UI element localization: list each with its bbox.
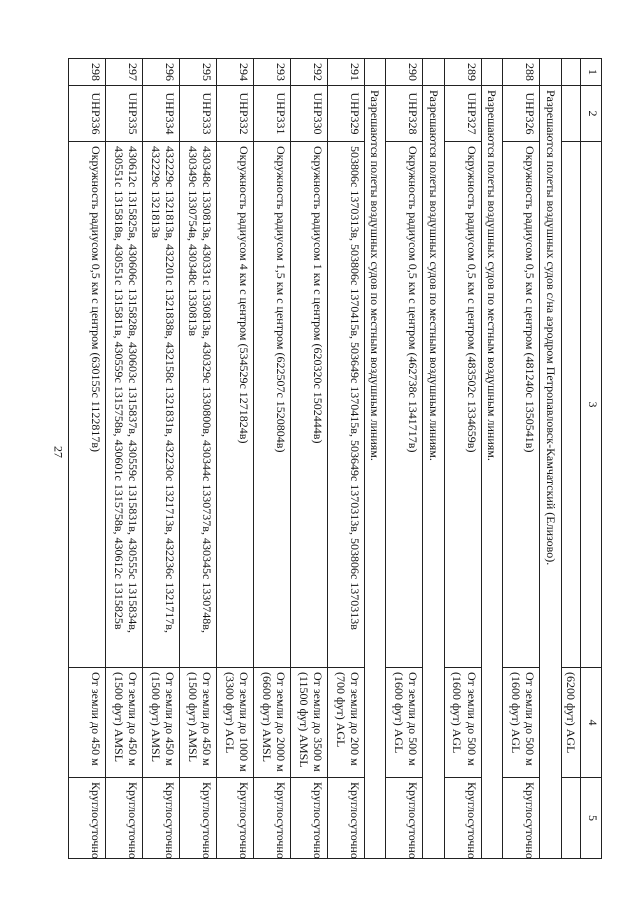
row-number: 293 <box>254 59 291 86</box>
zone-time: Круглосуточно <box>386 778 423 859</box>
zone-time: Круглосуточно <box>106 778 143 859</box>
zone-height: От земли до 500 м (1600 фут) AGL <box>386 668 423 778</box>
zone-description: Окружность радиусом 0,5 км с центром (630155с 1122817в) <box>69 142 106 668</box>
zone-code: UHP335 <box>106 86 143 142</box>
zone-height: От земли до 2000 м (6600 фут) AMSL <box>254 668 291 778</box>
zone-description: 503806с 1370313в, 503806с 1370415в, 503649с 1370415в, 503649с 1370313в, 503806с 1370313в <box>328 142 365 668</box>
zone-code: UHP336 <box>69 86 106 142</box>
zone-code: UHP327 <box>444 86 481 142</box>
zone-description: Окружность радиусом 4 км с центром (534529с 1271824в) <box>217 142 254 668</box>
section-text: Разрешаются полеты воздушных судов по местным воздушным линиям. <box>423 86 444 859</box>
zone-time: Круглосуточно <box>328 778 365 859</box>
table-row <box>386 59 423 859</box>
zone-code: UHP328 <box>386 86 423 142</box>
zone-height: От земли до 200 м (700 фут) AGL <box>328 668 365 778</box>
row-number: 292 <box>291 59 328 86</box>
column-header: 5 <box>581 778 602 859</box>
table-row <box>444 59 481 859</box>
table-row <box>69 59 106 859</box>
row-number: 289 <box>444 59 481 86</box>
zone-height: От земли до 500 м (1600 фут) AGL <box>503 668 540 778</box>
zone-time: Круглосуточно <box>143 778 180 859</box>
section-text: Разрешаются полеты воздушных судов по местным воздушным линиям. <box>481 86 502 859</box>
zone-description: Окружность радиусом 0,5 км с центром (483502с 1334659в) <box>444 142 481 668</box>
zone-code: UHP326 <box>503 86 540 142</box>
rotated-document <box>89 58 602 859</box>
zone-time: Круглосуточно <box>69 778 106 859</box>
table-row <box>143 59 180 859</box>
zone-description: Окружность радиусом 1,5 км с центром (622507с 1520804в) <box>254 142 291 668</box>
table-row <box>503 59 540 859</box>
zone-height: От земли до 450 м (1500 фут) AMSL <box>180 668 217 778</box>
zone-time: Круглосуточно <box>180 778 217 859</box>
column-header: 3 <box>581 142 602 668</box>
zone-description: 432229с 1321813в, 432201с 1321838в, 432158с 1321831в, 432230с 1321713в, 432236с 1321717в, 432229с 1321813в <box>143 142 180 668</box>
table-row <box>254 59 291 859</box>
zone-height: От земли до 450 м (1500 фут) AMSL <box>106 668 143 778</box>
zone-code: UHP334 <box>143 86 180 142</box>
restricted-areas-table <box>68 58 602 859</box>
zone-description: Окружность радиусом 0,5 км с центром (462738с 1341717в) <box>386 142 423 668</box>
section-text: Разрешаются полеты воздушных судов с/на аэродром Петропавловск-Камчатский (Елизово). <box>540 86 561 859</box>
section-row <box>481 59 502 859</box>
zone-time: Круглосуточно <box>444 778 481 859</box>
zone-code: UHP329 <box>328 86 365 142</box>
section-text: Разрешаются полеты воздушных судов по местным воздушным линиям. <box>365 86 386 859</box>
zone-height: От земли до 500 м (1600 фут) AGL <box>444 668 481 778</box>
row-number: 297 <box>106 59 143 86</box>
zone-time: Круглосуточно <box>254 778 291 859</box>
header-row <box>581 59 602 859</box>
row-number: 291 <box>328 59 365 86</box>
section-row <box>365 59 386 859</box>
zone-height: От земли до 450 м (1500 фут) AMSL <box>143 668 180 778</box>
zone-height: От земли до 1000 м (3300 фут) AGL <box>217 668 254 778</box>
zone-time: Круглосуточно <box>291 778 328 859</box>
column-header: 4 <box>581 668 602 778</box>
zone-height: От земли до 3500 м (11500 фут) AMSL <box>291 668 328 778</box>
zone-description: 430348с 1330813в, 430331с 1330813в, 430329с 1330800в, 430344с 1330737в, 430345с 1330748в, 430349с 1330754в, 430348с 1330813в <box>180 142 217 668</box>
section-row <box>540 59 561 859</box>
row-number: 290 <box>386 59 423 86</box>
row-number: 288 <box>503 59 540 86</box>
table-row <box>328 59 365 859</box>
section-row <box>423 59 444 859</box>
zone-description: Окружность радиусом 0,5 км с центром (481240с 1350541в) <box>503 142 540 668</box>
table-row <box>291 59 328 859</box>
table-row <box>217 59 254 859</box>
row-number: 295 <box>180 59 217 86</box>
continuation-cell: (6200 фут) AGL <box>561 668 580 778</box>
column-header: 1 <box>581 59 602 86</box>
column-header: 2 <box>581 86 602 142</box>
zone-height: От земли до 450 м <box>69 668 106 778</box>
zone-time: Круглосуточно <box>217 778 254 859</box>
row-number: 298 <box>69 59 106 86</box>
zone-code: UHP333 <box>180 86 217 142</box>
table-row <box>106 59 143 859</box>
page-number: 27 <box>51 446 66 458</box>
zone-code: UHP331 <box>254 86 291 142</box>
continuation-row <box>561 59 580 859</box>
zone-code: UHP332 <box>217 86 254 142</box>
zone-description: Окружность радиусом 1 км с центром (620320с 1502444в) <box>291 142 328 668</box>
row-number: 296 <box>143 59 180 86</box>
zone-code: UHP330 <box>291 86 328 142</box>
zone-description: 430612с 1315825в, 430606с 1315828в, 430603с 1315837в, 430559с 1315831в, 430555с 1315834в, 430551с 1315818в, 430551с 1315811в, 430559с 1315758в, 430601с 1315758в, 430612с 1315825в <box>106 142 143 668</box>
row-number: 294 <box>217 59 254 86</box>
zone-time: Круглосуточно <box>503 778 540 859</box>
table-row <box>180 59 217 859</box>
